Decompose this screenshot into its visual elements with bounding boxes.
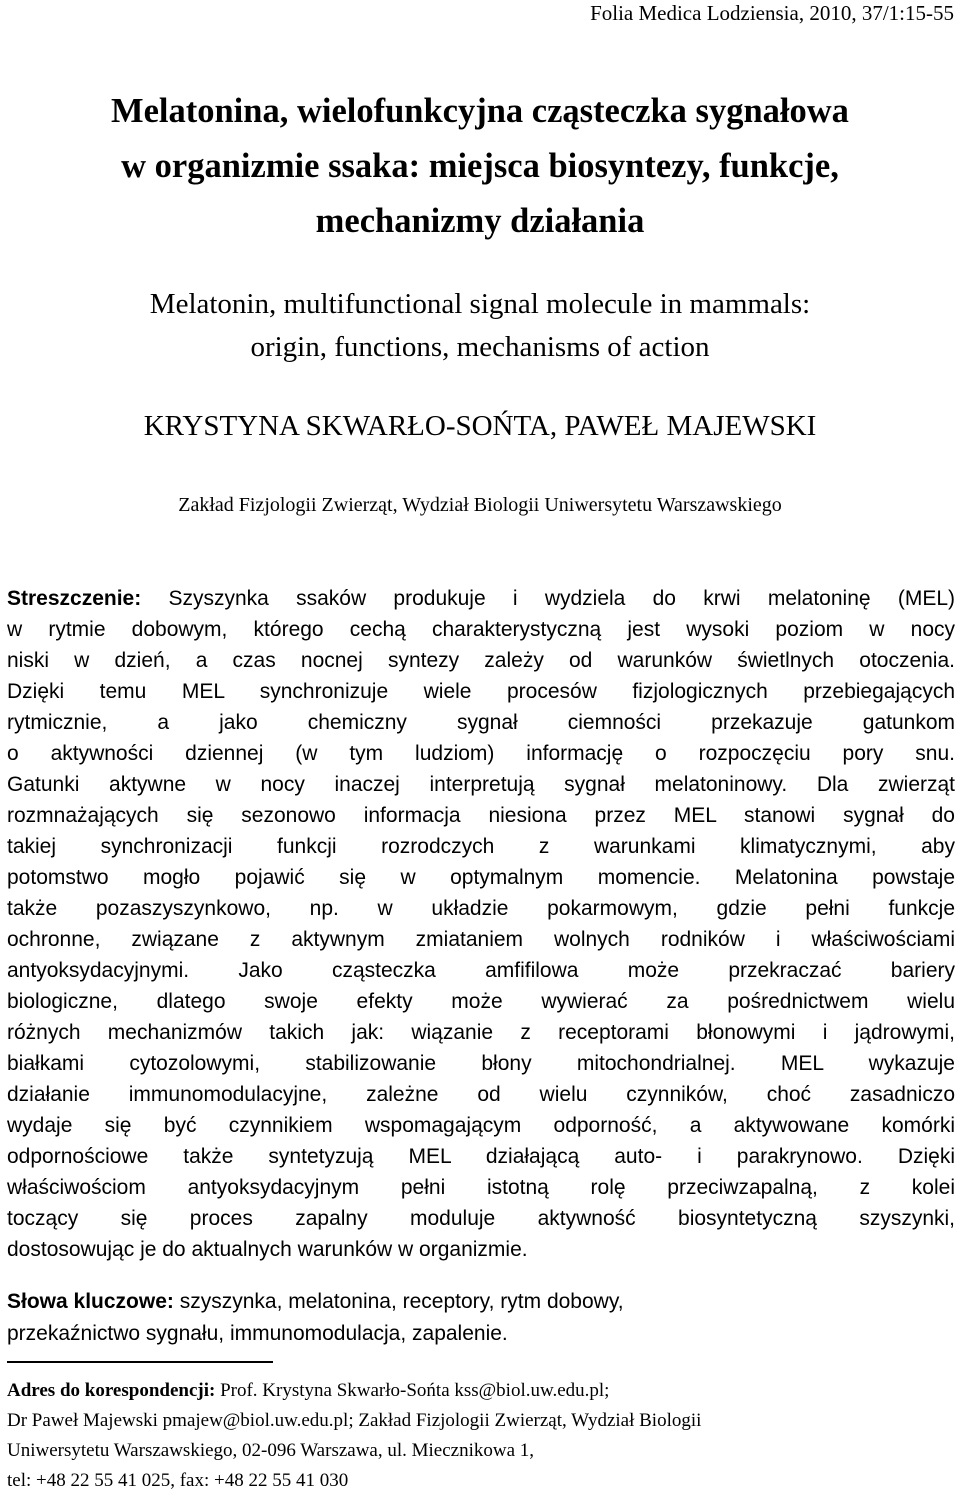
title-line: w organizmie ssaka: miejsca biosyntezy, funkcje, xyxy=(121,147,839,185)
footnote-divider xyxy=(7,1361,273,1363)
abstract-label: Streszczenie: xyxy=(7,587,142,610)
keywords-line: przekaźnictwo sygnału, immunomodulacja, zapalenie. xyxy=(7,1322,508,1345)
abstract-line: rytmicznie, a jako chemiczny sygnał ciemności przekazuje gatunkom xyxy=(7,711,955,734)
title-polish xyxy=(0,84,960,249)
correspondence-line: Uniwersytetu Warszawskiego, 02-096 Warszawa, ul. Miecznikowa 1, xyxy=(7,1440,535,1461)
correspondence-line: Dr Paweł Majewski pmajew@biol.uw.edu.pl; Zakład Fizjologii Zwierząt, Wydział Biologii xyxy=(7,1410,702,1431)
abstract-line: także pozaszyszynkowo, np. w układzie pokarmowym, gdzie pełni funkcje xyxy=(7,897,955,920)
abstract-line: ochronne, związane z aktywnym zmiataniem wolnych rodników i właściwościami xyxy=(7,928,955,951)
abstract-first-line: Szyszynka ssaków produkuje i wydziela do krwi melatoninę (MEL) xyxy=(141,587,955,610)
authors: KRYSTYNA SKWARŁO-SOŃTA, PAWEŁ MAJEWSKI xyxy=(143,410,817,442)
abstract-line: toczący się proces zapalny moduluje aktywność biosyntetyczną szyszynki, xyxy=(7,1207,955,1230)
affiliation: Zakład Fizjologii Zwierząt, Wydział Biologii Uniwersytetu Warszawskiego xyxy=(178,494,782,516)
correspondence-footnote xyxy=(7,1376,955,1496)
abstract-line: Gatunki aktywne w nocy inaczej interpretują sygnał melatoninowy. Dla zwierząt xyxy=(7,773,955,796)
abstract-line: właściwościom antyoksydacyjnym pełni istotną rolę przeciwzapalną, z kolei xyxy=(7,1176,955,1199)
abstract-line: różnych mechanizmów takich jak: wiązanie z receptorami błonowymi i jądrowymi, xyxy=(7,1021,955,1044)
abstract-line: o aktywności dziennej (w tym ludziom) informację o rozpoczęciu pory snu. xyxy=(7,742,955,765)
keywords-line xyxy=(7,1286,955,1318)
abstract-line: antyoksydacyjnymi. Jako cząsteczka amfifilowa może przekraczać bariery xyxy=(7,959,955,982)
abstract-line: takiej synchronizacji funkcji rozrodczych z warunkami klimatycznymi, aby xyxy=(7,835,955,858)
subtitle-line: Melatonin, multifunctional signal molecule in mammals: xyxy=(149,288,811,320)
abstract-line: wydaje się być czynnikiem wspomagającym odporność, a aktywowane komórki xyxy=(7,1114,955,1137)
keywords-label: Słowa kluczowe: xyxy=(7,1290,174,1313)
abstract-line: działanie immunomodulacyjne, zależne od wielu czynników, choć zasadniczo xyxy=(7,1083,955,1106)
abstract-line: odpornościowe także syntetyzują MEL działającą auto- i parakrynowo. Dzięki xyxy=(7,1145,955,1168)
abstract-line xyxy=(7,583,955,614)
abstract-line: dostosowując je do aktualnych warunków w organizmie. xyxy=(7,1238,528,1261)
title-line: mechanizmy działania xyxy=(315,202,645,240)
abstract-line: w rytmie dobowym, którego cechą charakterystyczną jest wysoki poziom w nocy xyxy=(7,618,955,641)
correspondence-line: tel: +48 22 55 41 025, fax: +48 22 55 41 030 xyxy=(7,1470,349,1491)
abstract-line: biologiczne, dlatego swoje efekty może wywierać za pośrednictwem wielu xyxy=(7,990,955,1013)
correspondence-text: Prof. Krystyna Skwarło-Sońta kss@biol.uw.edu.pl; xyxy=(215,1380,610,1401)
correspondence-label: Adres do korespondencji: xyxy=(7,1380,216,1401)
keywords-text: szyszynka, melatonina, receptory, rytm dobowy, xyxy=(173,1290,624,1313)
abstract-line: białkami cytozolowymi, stabilizowanie błony mitochondrialnej. MEL wykazuje xyxy=(7,1052,955,1075)
abstract-line: rozmnażających się sezonowo informacja niesiona przez MEL stanowi sygnał do xyxy=(7,804,955,827)
correspondence-line xyxy=(7,1376,955,1406)
journal-reference: Folia Medica Lodziensia, 2010, 37/1:15-55 xyxy=(590,1,954,25)
keywords xyxy=(7,1286,955,1350)
title-english xyxy=(0,283,960,369)
abstract-line: niski w dzień, a czas nocnej syntezy zależy od warunków świetlnych otoczenia. xyxy=(7,649,955,672)
abstract-line: Dzięki temu MEL synchronizuje wiele procesów fizjologicznych przebiegających xyxy=(7,680,955,703)
abstract-line: potomstwo mogło pojawić się w optymalnym momencie. Melatonina powstaje xyxy=(7,866,955,889)
title-line: Melatonina, wielofunkcyjna cząsteczka sygnałowa xyxy=(111,92,849,130)
subtitle-line: origin, functions, mechanisms of action xyxy=(250,331,710,363)
abstract xyxy=(7,583,955,1265)
